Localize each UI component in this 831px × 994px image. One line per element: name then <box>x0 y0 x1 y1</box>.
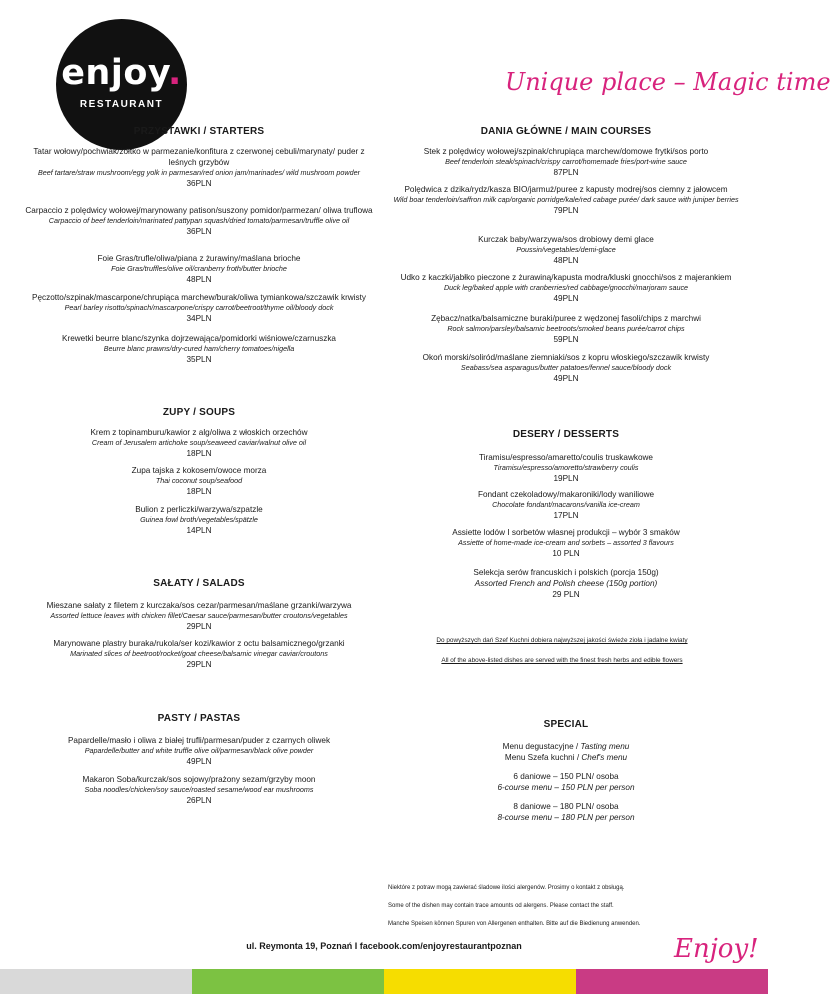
item-price: 29 PLN <box>552 590 580 599</box>
special-six-course <box>388 771 744 793</box>
herbs-note-pl: Do powyższych dań Szef Kuchni dobiera najwyższej jakości świeże zioła i jadalne kwiaty <box>436 637 688 644</box>
item-price: 79PLN <box>553 206 579 215</box>
item-name-pl: Zupa tajska z kokosem/owoce morza <box>131 466 267 475</box>
menu-item <box>24 253 374 285</box>
item-name-en: Cream of Jerusalem artichoke soup/seaweed caviar/walnut olive oil <box>91 438 307 447</box>
eight-course-en: 8-course menu – 180 PLN per person <box>497 813 635 822</box>
special-menu-names <box>388 741 744 763</box>
chef-menu-pl: Menu Szefa kuchni / <box>504 753 582 762</box>
item-name-pl: Zębacz/natka/balsamiczne buraki/puree z wędzonej fasoli/chips z marchwi <box>431 314 701 323</box>
menu-item <box>388 234 744 266</box>
enjoy-signature: Enjoy! <box>674 934 759 964</box>
item-name-en: Seabass/sea asparagus/butter patatoes/fennel sauce/bloody dock <box>460 363 672 372</box>
menu-item <box>388 489 744 521</box>
menu-item <box>388 146 744 178</box>
allergen-note-en: Some of the dishen may contain trace amounts od alergens. Please contact the staff. <box>388 903 614 909</box>
item-price: 19PLN <box>553 474 579 483</box>
chef-menu-en: Chef's menu <box>581 753 628 762</box>
menu-item <box>388 313 744 345</box>
item-name-pl: Udko z kaczki/jabłko pieczone z żurawiną/kapusta modra/kluski gnocchi/sos z majerankiem <box>400 273 732 282</box>
item-name-en: Wild boar tenderloin/saffron milk cap/organic porridge/kale/red cabage purée/ dark sauce with juniper berries <box>393 195 739 204</box>
item-name-pl: Stek z polędwicy wołowej/szpinak/chrupiąca marchew/domowe frytki/sos porto <box>423 147 709 156</box>
item-price: 10 PLN <box>552 549 580 558</box>
item-name-pl: Mieszane sałaty z filetem z kurczaka/sos cezar/parmesan/maślane grzanki/warzywa <box>46 601 352 610</box>
item-name-en: Beurre blanc prawns/dry-cured ham/cherry tomatoes/nigella <box>103 344 295 353</box>
logo-dot: . <box>168 53 182 93</box>
item-name-pl: Tatar wołowy/pochwiak/żółtko w parmezanie/konfitura z czerwonej cebuli/marynaty/ puder z leśnych grzybów <box>33 147 365 167</box>
salads-title: SAŁATY / SALADS <box>153 578 245 589</box>
menu-item <box>388 567 744 600</box>
allergen-note-de: Manche Speisen können Spuren von Allergenen enthalten. Bitte auf die Biedienung anwenden. <box>388 921 641 927</box>
tasting-menu-pl: Menu degustacyjne / <box>502 742 581 751</box>
item-name-pl: Krem z topinamburu/kawior z alg/oliwa z włoskich orzechów <box>90 428 308 437</box>
item-name-en: Chocolate fondant/macarons/vanilla ice-cream <box>492 500 640 509</box>
item-name-pl: Makaron Soba/kurczak/sos sojowy/prażony sezam/grzyby moon <box>82 775 316 784</box>
six-course-en: 6-course menu – 150 PLN per person <box>497 783 635 792</box>
item-name-pl: Krewetki beurre blanc/szynka dojrzewająca/pomidorki wiśniowe/czarnuszka <box>62 334 336 343</box>
item-name-pl: Fondant czekoladowy/makaroniki/lody waniliowe <box>477 490 655 499</box>
item-price: 49PLN <box>186 757 212 766</box>
desserts-title: DESERY / DESSERTS <box>512 429 620 440</box>
menu-item <box>24 774 374 806</box>
special-title: SPECIAL <box>543 719 589 730</box>
item-name-pl: Foie Gras/trufle/oliwa/piana z żurawiny/maślana brioche <box>97 254 301 263</box>
menu-item <box>388 272 744 304</box>
item-name-en: Duck leg/baked apple with cranberries/red cabbage/gnocchi/marjoram sauce <box>443 283 689 292</box>
color-bar-green <box>192 969 384 994</box>
soups-title: ZUPY / SOUPS <box>162 407 236 418</box>
item-name-en: Poussin/vegetables/demi-glace <box>516 245 616 254</box>
item-name-en: Rock salmon/parsley/balsamic beetroots/smoked beans purée/carrot chips <box>447 324 685 333</box>
item-name-en: Assiette of home-made ice-cream and sorbets – assorted 3 flavours <box>458 538 674 547</box>
eight-course-pl: 8 daniowe – 180 PLN/ osoba <box>513 802 619 811</box>
item-name-pl: Pęczotto/szpinak/mascarpone/chrupiąca marchew/burak/oliwa tymiankowa/szczawik krwisty <box>32 293 366 302</box>
item-name-en: Soba noodles/chicken/soy sauce/roasted sesame/wood ear mushrooms <box>84 785 314 794</box>
menu-item <box>388 527 744 559</box>
item-name-pl: Marynowane plastry buraka/rukola/ser kozi/kawior z octu balsamicznego/grzanki <box>53 639 345 648</box>
herbs-note-en: All of the above-listed dishes are served with the finest fresh herbs and edible flowers <box>441 657 683 664</box>
color-bar-gray <box>0 969 192 994</box>
menu-item <box>24 427 374 459</box>
item-name-en: Papardelle/butter and white truffle olive oil/parmesan/black olive powder <box>84 746 314 755</box>
item-name-en: Tiramisu/espresso/amoretto/strawberry coulis <box>493 463 639 472</box>
footer-address: ul. Reymonta 19, Poznań I facebook.com/enjoyrestaurantpoznan <box>246 941 522 951</box>
logo-word: enjoy <box>61 53 168 93</box>
item-price: 26PLN <box>186 796 212 805</box>
item-name-pl: Bulion z perliczki/warzywa/szpatzle <box>135 505 263 514</box>
tagline: Unique place – Magic time <box>505 68 831 96</box>
item-price: 17PLN <box>553 511 579 520</box>
item-name-en: Foie Gras/truffles/olive oil/cranberry froth/butter brioche <box>111 264 287 273</box>
special-eight-course <box>388 801 744 823</box>
item-price: 48PLN <box>553 256 579 265</box>
pastas-title: PASTY / PASTAS <box>157 713 241 724</box>
starters-title: PRZYSTAWKI / STARTERS <box>133 126 265 137</box>
item-name-en: Carpaccio of beef tenderloin/marinated pattypan squash/dried tomato/parmesan/truffle olive oil <box>48 216 350 225</box>
item-price: 59PLN <box>553 335 579 344</box>
color-bar-yellow <box>384 969 576 994</box>
logo-subtitle: RESTAURANT <box>79 99 164 110</box>
item-name-pl: Carpaccio z polędwicy wołowej/marynowany patison/suszony pomidor/parmezan/ oliwa truflowa <box>25 206 373 215</box>
item-price: 48PLN <box>186 275 212 284</box>
item-price: 34PLN <box>186 314 212 323</box>
item-name-en: Assorted lettuce leaves with chicken fillet/Caesar sauce/parmesan/butter croutons/vegetables <box>50 611 348 620</box>
menu-item <box>24 600 374 632</box>
menu-item <box>24 205 374 237</box>
item-price: 29PLN <box>186 660 212 669</box>
menu-item <box>24 292 374 324</box>
menu-item <box>24 333 374 365</box>
item-price: 18PLN <box>186 487 212 496</box>
item-name-pl: Papardelle/masło i oliwa z białej trufli/parmesan/puder z czarnych oliwek <box>67 736 331 745</box>
item-name-en: Marinated slices of beetroot/rocket/goat cheese/balsamic vinegar caviar/croutons <box>70 649 328 658</box>
menu-item <box>388 184 744 216</box>
menu-item <box>388 452 744 484</box>
item-name-pl: Okoń morski/soliród/maślane ziemniaki/sos z kopru włoskiego/szczawik krwisty <box>422 353 710 362</box>
item-price: 49PLN <box>553 374 579 383</box>
tasting-menu-en: Tasting menu <box>580 742 630 751</box>
mains-title: DANIA GŁÓWNE / MAIN COURSES <box>480 126 652 137</box>
menu-item <box>24 638 374 670</box>
menu-item <box>24 465 374 497</box>
item-price: 49PLN <box>553 294 579 303</box>
allergen-note-pl: Niektóre z potraw mogą zawierać śladowe ilości alergenów. Prosimy o kontakt z obsługą. <box>388 885 625 891</box>
menu-item <box>24 146 374 189</box>
item-name-pl: Tiramisu/espresso/amaretto/coulis truskawkowe <box>479 453 653 462</box>
item-price: 87PLN <box>553 168 579 177</box>
item-price: 36PLN <box>186 179 212 188</box>
item-name-en: Pearl barley risotto/spinach/mascarpone/crispy carrot/beetroot/thyme oil/bloody dock <box>64 303 334 312</box>
item-name-pl: Selekcja serów francuskich i polskich (porcja 150g) <box>473 568 659 577</box>
item-name-pl: Assiette lodów I sorbetów własnej produkcji – wybór 3 smaków <box>452 528 680 537</box>
item-name-en: Beef tenderloin steak/spinach/crispy carrot/homemade fries/port-wine sauce <box>445 157 687 166</box>
item-price: 14PLN <box>186 526 212 535</box>
item-price: 35PLN <box>186 355 212 364</box>
menu-item <box>24 735 374 767</box>
menu-item <box>388 352 744 384</box>
item-name-pl: Polędwica z dzika/rydz/kasza BIO/jarmuż/puree z kapusty modrej/sos ciemny z jałowcem <box>404 185 728 194</box>
item-price: 18PLN <box>186 449 212 458</box>
item-name-en: Beef tartare/straw mushroom/egg yolk in parmesan/red onion jam/marinades/ wild mushroom powder <box>38 168 360 177</box>
color-bar-magenta <box>576 969 768 994</box>
item-name-en: Thai coconut soup/seafood <box>155 476 243 485</box>
item-name-pl: Kurczak baby/warzywa/sos drobiowy demi glace <box>478 235 654 244</box>
six-course-pl: 6 daniowe – 150 PLN/ osoba <box>513 772 619 781</box>
item-price: 36PLN <box>186 227 212 236</box>
item-name-en: Guinea fowl broth/vegetables/spätzle <box>140 515 258 524</box>
menu-item <box>24 504 374 536</box>
item-name-en: Assorted French and Polish cheese (150g portion) <box>474 579 658 588</box>
item-price: 29PLN <box>186 622 212 631</box>
